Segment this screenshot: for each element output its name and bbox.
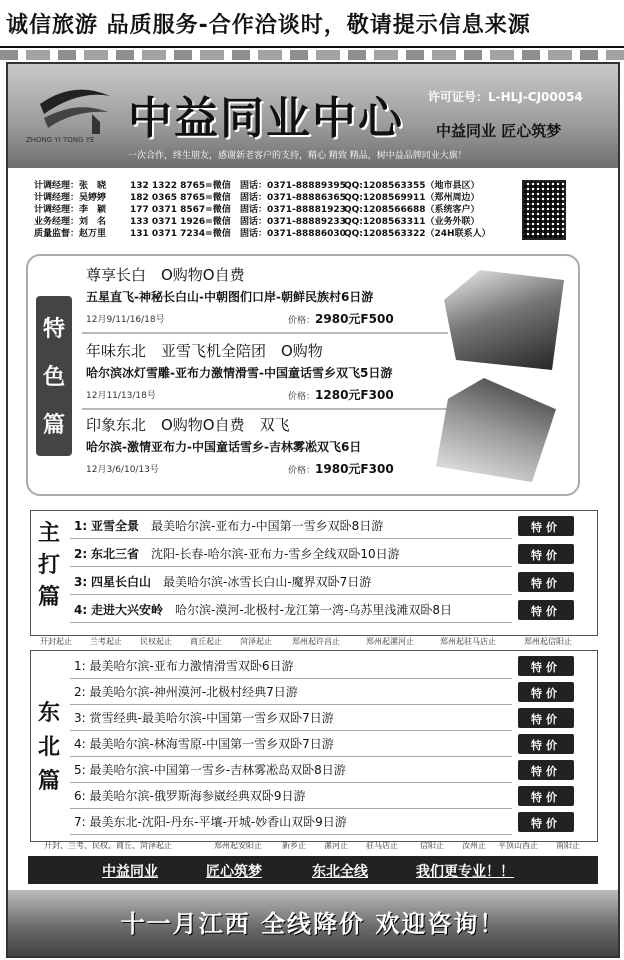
contact-qq: QQ:1208566688（系统客户） bbox=[344, 205, 480, 215]
special-offer-badge[interactable]: 特价 bbox=[518, 544, 574, 564]
special-offer-badge[interactable]: 特价 bbox=[518, 572, 574, 592]
divider bbox=[0, 46, 624, 48]
divider bbox=[82, 408, 448, 410]
northeast-label-char: 北 bbox=[37, 735, 60, 760]
contact-tel: 固话：0371-88881923 bbox=[240, 205, 346, 215]
slogan-strip bbox=[28, 856, 598, 884]
featured-route: 哈尔滨冰灯雪雕-亚布力激情滑雪-中国童话雪乡双飞5日游 bbox=[86, 366, 393, 380]
route-row[interactable] bbox=[70, 652, 512, 679]
company-logo-icon bbox=[34, 74, 116, 144]
route-row[interactable] bbox=[70, 730, 512, 757]
contact-role: 计调经理：李 颖 bbox=[34, 205, 107, 215]
contact-tel: 固话：0371-88889395 bbox=[240, 181, 346, 191]
bottom-message: 十一月江西 全线降价 欢迎咨询！ bbox=[120, 910, 506, 938]
route-text: 4: 最美哈尔滨-林海雪原-中国第一雪乡双卧7日游 bbox=[74, 737, 334, 751]
special-offer-badge[interactable]: 特价 bbox=[518, 600, 574, 620]
route-row[interactable] bbox=[70, 568, 512, 595]
featured-dates: 12月9/11/16/18号 bbox=[86, 315, 165, 325]
special-offer-badge[interactable]: 特价 bbox=[518, 516, 574, 536]
route-text: 3: 四星长白山 最美哈尔滨-冰雪长白山-魔界双卧7日游 bbox=[74, 575, 372, 589]
logo-caption: ZHONG YI TONG YE bbox=[26, 136, 95, 144]
contact-role: 业务经理：刘 名 bbox=[34, 217, 107, 227]
route-text: 2: 东北三省 沈阳-长春-哈尔滨-亚布力-雪乡全线双卧10日游 bbox=[74, 547, 400, 561]
contact-role: 计调经理：张 晓 bbox=[34, 181, 107, 191]
brand-slogan: 中益同业 匠心筑梦 bbox=[436, 122, 562, 140]
featured-label-char: 篇 bbox=[42, 413, 65, 438]
contact-qq: QQ:1208563322（24H联系人） bbox=[344, 229, 491, 239]
contact-phone: 182 0365 8765=微信 bbox=[130, 193, 231, 203]
contact-qq: QQ:1208569911（郑州周边） bbox=[344, 193, 480, 203]
changbai-lake-photo bbox=[444, 270, 564, 370]
strip-text: 东北全线 bbox=[312, 864, 368, 880]
route-row[interactable] bbox=[70, 782, 512, 809]
route-row[interactable] bbox=[70, 678, 512, 705]
special-offer-badge[interactable]: 特价 bbox=[518, 708, 574, 728]
main-routes-label-char: 篇 bbox=[37, 585, 60, 610]
route-text: 4: 走进大兴安岭 哈尔滨-漠河-北极村-龙江第一湾-乌苏里浅滩双卧8日 bbox=[74, 603, 452, 617]
bottom-banner bbox=[8, 890, 618, 956]
special-offer-badge[interactable]: 特价 bbox=[518, 734, 574, 754]
route-text: 1: 亚雪全景 最美哈尔滨-亚布力-中国第一雪乡双卧8日游 bbox=[74, 519, 384, 533]
featured-label bbox=[36, 296, 72, 456]
header bbox=[8, 64, 618, 168]
featured-headline: 年味东北 亚雪飞机全陪团 O购物 bbox=[86, 342, 323, 360]
cut-off-text-strip bbox=[0, 50, 624, 60]
featured-route: 五星直飞-神秘长白山-中朝图们口岸-朝鲜民族村6日游 bbox=[86, 290, 374, 304]
contact-role: 质量监督：赵万里 bbox=[34, 229, 107, 239]
brand-title: 中益同业中心 bbox=[128, 93, 404, 144]
featured-price: 价格：1280元F300 bbox=[288, 388, 394, 402]
featured-label-char: 色 bbox=[42, 365, 65, 390]
route-row[interactable] bbox=[70, 704, 512, 731]
main-routes-label-char: 主 bbox=[37, 521, 60, 546]
northeast-label-char: 篇 bbox=[37, 769, 60, 794]
contact-tel: 固话：0371-88886365 bbox=[240, 193, 346, 203]
featured-route: 哈尔滨-激情亚布力-中国童话雪乡-吉林雾凇双飞6日 bbox=[86, 440, 362, 454]
featured-dates: 12月11/13/18号 bbox=[86, 391, 156, 401]
route-text: 2: 最美哈尔滨-神州漠河-北极村经典7日游 bbox=[74, 685, 298, 699]
featured-headline: 印象东北 O购物O自费 双飞 bbox=[86, 416, 290, 434]
contact-phone: 177 0371 8567=微信 bbox=[130, 205, 231, 215]
route-row[interactable] bbox=[70, 808, 512, 835]
contact-phone: 131 0371 7234=微信 bbox=[130, 229, 231, 239]
route-text: 7: 最美东北-沈阳-丹东-平壤-开城-妙香山双卧9日游 bbox=[74, 815, 347, 829]
route-text: 1: 最美哈尔滨-亚布力激情滑雪双卧6日游 bbox=[74, 659, 294, 673]
top-banner bbox=[0, 0, 624, 48]
qr-code-icon[interactable] bbox=[522, 180, 566, 240]
route-text: 6: 最美哈尔滨-俄罗斯海参崴经典双卧9日游 bbox=[74, 789, 306, 803]
strip-text: 中益同业 bbox=[102, 864, 158, 880]
route-row[interactable] bbox=[70, 596, 512, 623]
contact-tel: 固话：0371-88886030 bbox=[240, 229, 346, 239]
featured-price: 价格：1980元F300 bbox=[288, 462, 394, 476]
top-banner-title: 诚信旅游 品质服务-合作洽谈时，敬请提示信息来源 bbox=[6, 13, 531, 38]
featured-dates: 12月3/6/10/13号 bbox=[86, 465, 159, 475]
route-row[interactable] bbox=[70, 756, 512, 783]
route-text: 3: 赏雪经典-最美哈尔滨-中国第一雪乡双卧7日游 bbox=[74, 711, 334, 725]
contact-role: 计调经理：吴婷婷 bbox=[34, 193, 107, 203]
flyer: ZHONG YI TONG YE 中益同业中心 许可证号：L-HLJ-CJ00054 中益同业 匠心筑梦 一次合作，终生朋友，感谢新老客户的支持，精心 精致 精品，树中益品牌同业大旗！ 计调经理：张 晓 132 1322 8765=微信 固话：0371-88889395 QQ:1208563355（地市县区） 计调经理：吴婷婷 182 0365 8765=微信 固话：0371-88886365 QQ:1208569911（郑州周边） 计调经理：李 颖 177 0371 8567=微信 固话：0371-88881923 QQ:1208566688（系统客户） 业务经理：刘 名 133 0371 1926=微信 固话：0371-88889233 QQ:1208563311（业务外联） 质量监督：赵万里 131 0371 7234=微信 固话：0371-88886030 QQ:1208563322（24H联系人） 特 色 篇 尊享长白 O购物O自费 五星直飞-神秘长白山-中朝图们口岸-朝鲜民族村6日游 12月9/11/16/18号 价格：2980元F500 年味东北 亚雪飞机全陪团 O购物 哈尔滨冰灯雪雕-亚布力激情滑雪-中国童话雪乡双飞5日游 12月11/13/18号 价格：1280元F300 印象东北 O购物O自费 双飞 哈尔滨-激情亚布力-中国童话雪乡-吉林雾凇双飞6日 12月3/6/10/13号 价格：1980元F300 主 打 篇 1: 亚雪全景 最美哈尔滨-亚布力-中国第一雪乡双卧8日游 2: 东北三省 沈阳-长春-哈尔滨-亚布力-雪乡全线双卧10日游 3: 四星长白山 最美哈尔滨-冰雪长白山-魔界双卧7日游 4: 走进大兴安岭 哈尔滨-漠河-北极村-龙江第一湾-乌苏里浅滩双卧8日 特价 特价 特价 特价 开封起止 兰考起止 民权起止 商丘起止 菏泽起止 郑州起许昌止 郑州起漯河止 郑州起驻马店止 郑州起信阳止 东 北 篇 1: 最美哈尔滨-亚布力激情滑雪双卧6日游 2: 最美哈尔滨-神州漠河-北极村经典7日游 3: 赏雪经典-最美哈尔滨-中国第一雪乡双卧7日游 4: 最美哈尔滨-林海雪原-中国第一雪乡双卧7日游 5: 最美哈尔滨-中国第一雪乡-吉林雾凇岛双卧8日游 6: 最美哈尔滨-俄罗斯海参崴经典双卧9日游 7: 最美东北-沈阳-丹东-平壤-开城-妙香山双卧9日游 特价 特价 特价 特价 特价 特价 特价 开封、兰考、民权、商丘、菏泽起止 郑州起安阳止 新乡止 漯河止 驻马店止 信阳止 汝州止 平顶山西止 南阳止 中益同业 匠心筑梦 东北全线 我们更专业！！ 十一月江西 全线降价 欢迎咨询！ bbox=[6, 62, 620, 958]
license-number: 许可证号：L-HLJ-CJ00054 bbox=[428, 90, 583, 104]
featured-price: 价格：2980元F500 bbox=[288, 312, 394, 326]
contact-phone: 132 1322 8765=微信 bbox=[130, 181, 231, 191]
divider bbox=[82, 332, 448, 334]
strip-text: 我们更专业！！ bbox=[416, 864, 514, 880]
special-offer-badge[interactable]: 特价 bbox=[518, 656, 574, 676]
special-offer-badge[interactable]: 特价 bbox=[518, 812, 574, 832]
contact-tel: 固话：0371-88889233 bbox=[240, 217, 346, 227]
contact-list bbox=[8, 168, 618, 244]
special-offer-badge[interactable]: 特价 bbox=[518, 786, 574, 806]
featured-label-char: 特 bbox=[42, 317, 65, 342]
route-text: 5: 最美哈尔滨-中国第一雪乡-吉林雾凇岛双卧8日游 bbox=[74, 763, 346, 777]
special-offer-badge[interactable]: 特价 bbox=[518, 760, 574, 780]
contact-phone: 133 0371 1926=微信 bbox=[130, 217, 231, 227]
contact-qq: QQ:1208563355（地市县区） bbox=[344, 181, 480, 191]
main-routes-label-char: 打 bbox=[37, 553, 60, 578]
featured-headline: 尊享长白 O购物O自费 bbox=[86, 266, 245, 284]
tagline: 一次合作，终生朋友，感谢新老客户的支持，精心 精致 精品，树中益品牌同业大旗！ bbox=[128, 151, 467, 161]
northeast-label-char: 东 bbox=[37, 701, 60, 726]
special-offer-badge[interactable]: 特价 bbox=[518, 682, 574, 702]
route-row[interactable] bbox=[70, 512, 512, 539]
contact-qq: QQ:1208563311（业务外联） bbox=[344, 217, 480, 227]
route-row[interactable] bbox=[70, 540, 512, 567]
strip-text: 匠心筑梦 bbox=[206, 864, 262, 880]
